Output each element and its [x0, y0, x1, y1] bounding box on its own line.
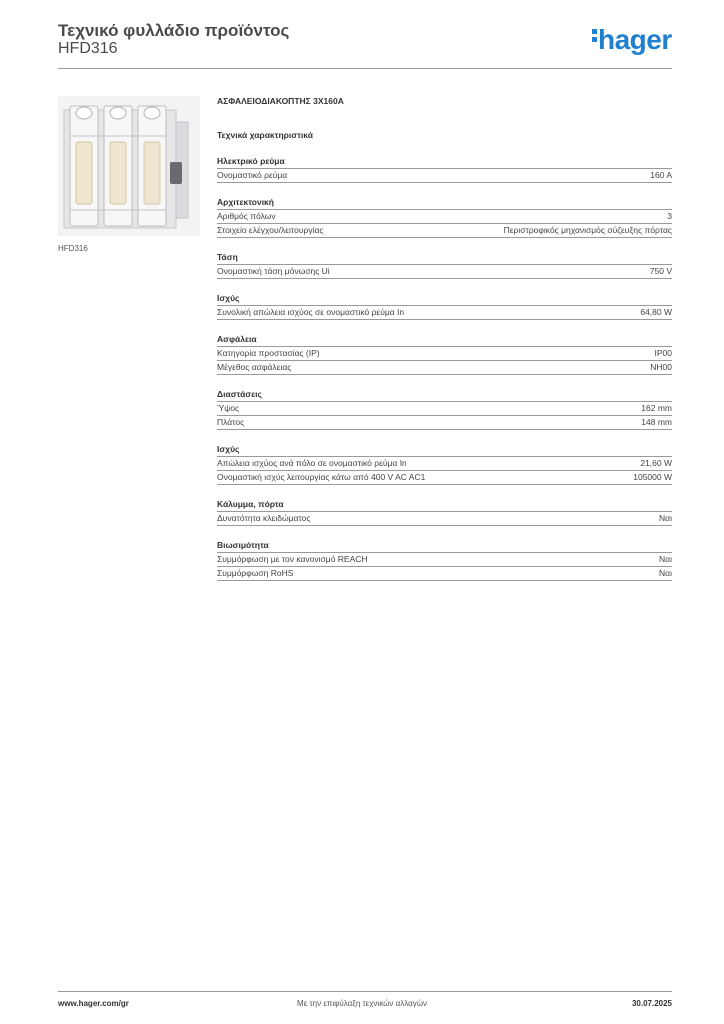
document-title: Τεχνικό φυλλάδιο προϊόντος	[58, 21, 290, 40]
spec-label: Συμμόρφωση με τον κανονισμό REACH	[217, 554, 368, 564]
footer-divider	[58, 991, 672, 992]
spec-row	[217, 169, 672, 183]
spec-label: Ονομαστική τάση μόνωσης Ui	[217, 266, 330, 276]
spec-label: Συνολική απώλεια ισχύος σε ονομαστικό ρεύμα In	[217, 307, 405, 317]
spec-section	[217, 539, 672, 581]
header-divider	[58, 68, 672, 69]
spec-value: IP00	[654, 348, 672, 358]
product-code: HFD316	[58, 40, 118, 57]
spec-value: 160 A	[650, 170, 672, 180]
spec-row	[217, 416, 672, 430]
spec-row	[217, 567, 672, 581]
spec-label: Κατηγορία προστασίας (IP)	[217, 348, 320, 358]
logo-text: hager	[598, 24, 672, 55]
spec-value: Ναι	[659, 554, 672, 564]
tech-heading: Τεχνικά χαρακτηριστικά	[217, 130, 313, 140]
footer-disclaimer: Με την επιφύλαξη τεχνικών αλλαγών	[297, 999, 427, 1008]
spec-value: 3	[667, 211, 672, 221]
fuse-switch-icon	[58, 96, 200, 236]
spec-value: Ναι	[659, 568, 672, 578]
spec-label: Μέγεθος ασφάλειας	[217, 362, 292, 372]
section-title: Ηλεκτρικό ρεύμα	[217, 155, 672, 169]
footer-date: 30.07.2025	[631, 999, 672, 1008]
spec-label: Ονομαστικό ρεύμα	[217, 170, 288, 180]
spec-section	[217, 196, 672, 238]
section-title: Κάλυμμα, πόρτα	[217, 498, 672, 512]
section-title: Τάση	[217, 251, 672, 265]
product-image	[58, 96, 200, 236]
spec-label: Δυνατότητα κλειδώματος	[217, 513, 311, 523]
spec-section	[217, 333, 672, 375]
spec-section	[217, 443, 672, 485]
product-name: ΑΣΦΑΛΕΙΟΔΙΑΚΟΠΤΗΣ 3X160A	[217, 96, 344, 106]
spec-section	[217, 388, 672, 430]
spec-value: 64,80 W	[640, 307, 672, 317]
hager-logo	[592, 24, 672, 56]
spec-row	[217, 265, 672, 279]
spec-label: Ύψος	[217, 403, 240, 413]
spec-value: NH00	[650, 362, 672, 372]
spec-label: Αριθμός πόλων	[217, 211, 276, 221]
spec-value: Ναι	[659, 513, 672, 523]
spec-section	[217, 498, 672, 526]
spec-label: Πλάτος	[217, 417, 245, 427]
spec-section	[217, 155, 672, 183]
spec-row	[217, 471, 672, 485]
website-link[interactable]: www.hager.com/gr	[58, 999, 129, 1008]
spec-value: 148 mm	[641, 417, 672, 427]
section-title: Ισχύς	[217, 443, 672, 457]
spec-row	[217, 347, 672, 361]
spec-row	[217, 402, 672, 416]
spec-row	[217, 512, 672, 526]
spec-row	[217, 553, 672, 567]
section-title: Αρχιτεκτονική	[217, 196, 672, 210]
spec-section	[217, 292, 672, 320]
spec-value: 162 mm	[641, 403, 672, 413]
image-caption: HFD316	[58, 244, 88, 253]
spec-row	[217, 210, 672, 224]
spec-content	[217, 96, 672, 581]
section-title: Βιωσιμότητα	[217, 539, 672, 553]
spec-row	[217, 361, 672, 375]
spec-value: 105000 W	[633, 472, 672, 482]
section-title: Ισχύς	[217, 292, 672, 306]
spec-label: Απώλεια ισχύος ανά πόλο σε ονομαστικό ρεύμα In	[217, 458, 407, 468]
spec-value: 750 V	[649, 266, 672, 276]
spec-value: 21,60 W	[640, 458, 672, 468]
logo-dots-icon	[592, 29, 598, 45]
spec-row	[217, 306, 672, 320]
spec-row	[217, 457, 672, 471]
spec-section	[217, 251, 672, 279]
spec-label: Στοιχείο ελέγχου/λειτουργίας	[217, 225, 324, 235]
section-title: Διαστάσεις	[217, 388, 672, 402]
spec-value: Περιστροφικός μηχανισμός σύζευξης πόρτας	[503, 225, 672, 235]
spec-row	[217, 224, 672, 238]
spec-label: Ονομαστική ισχύς λειτουργίας κάτω από 400 V AC AC1	[217, 472, 426, 482]
section-title: Ασφάλεια	[217, 333, 672, 347]
spec-label: Συμμόρφωση RoHS	[217, 568, 294, 578]
